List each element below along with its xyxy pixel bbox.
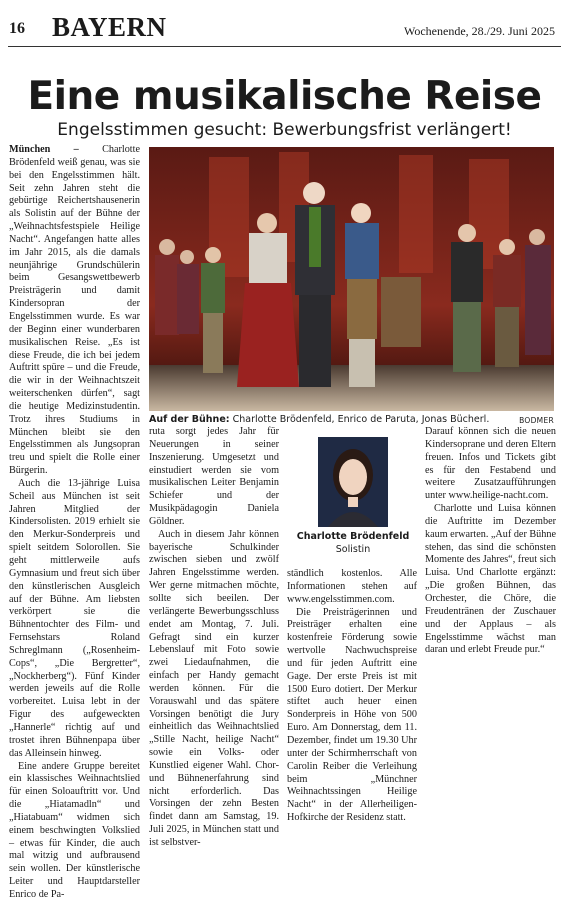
header-rule [8,46,561,47]
section-title: BAYERN [52,12,167,42]
page-number: 16 [9,20,25,37]
portrait-role: Solistin [335,544,371,555]
issue-date: Wochenende, 28./29. Juni 2025 [403,24,555,38]
paragraph: Eine andere Gruppe bereitet ein klassisches Weihnachtslied für einen Soloauftritt vor. Und die „Hiatamadln“ und „Hiatabuam“ widmen sich einem beschwingten Volkslied – etwas für Kinder, die auch mal witzig und aufbrausend sein wollen. Der künstlerische Leiter und Hauptdarsteller Enrico de Pa- [9,760,140,900]
paragraph [9,144,140,478]
article-column-2 [149,426,279,850]
paragraph: ruta sorgt jedes Jahr für Neuerungen in seiner Inszenierung. Umgesetzt und einstudiert werden sie vom musikalischen Leiter Benjamin Schiefer und der Musikpädagogin Daniela Göldner. [149,426,279,527]
paragraph: Auch in diesem Jahr können bayerische Schulkinder zwischen sieben und zwölf Jahren Engelsstimme werden. Wer gerne mitmachen möchte, sollte sich beeilen. Der verlängerte Bewerbungsschluss endet am Montag, 7. Juli. Gefragt sind ein kurzer Lebenslauf mit Foto sowie zwei Liedaufnahmen, die einfach per Handy gemacht werden können. Für die Vorauswahl und das spätere Vorsingen benötigt die Jury einheitlich das Weihnachtslied „Stille Nacht, heilige Nacht“ sowie ein Volks- oder Kunstlied eigener Wahl. Chor- und Bühnenerfahrung sind nicht erforderlich. Das Vorsingen der zehn Besten findet dann am Samstag, 19. Juli 2025, in München statt und ist selbstver- [149,528,279,848]
article-column-4 [425,426,556,657]
article-column-3 [287,568,417,825]
caption-text: Charlotte Brödenfeld, Enrico de Paruta, Jonas Bücherl. [229,414,490,425]
caption-label: Auf der Bühne: [149,414,230,425]
paragraph: Darauf können sich die neuen Kindersoprane und deren Eltern freuen. Infos und Tickets gibt es für den Festabend und weitere Zusatzaufführungen unter www.heilige-nacht.com. [425,426,556,502]
article-column-1 [9,144,140,902]
photo-caption [149,414,554,425]
stage-photo [149,147,554,411]
article-subheadline: Engelsstimmen gesucht: Bewerbungsfrist verlängert! [57,120,512,140]
portrait-name: Charlotte Brödenfeld [296,531,410,542]
portrait-photo [318,437,388,527]
paragraph: Auch die 13-jährige Luisa Scheil aus München ist seit Jahren Mitglied der Kindersolisten. 2019 erhielt sie den Merkur-Sonderpreis und spielt seitdem Solorollen. Sie geht mittlerweile aufs Gymnasium und freut sich über den künstlerischen Ausgleich auf der Bühne. Am liebsten verkörpert sie die Bühnentochter des Film- und Fernsehstars Roland Schreglmann („Rosenheim-Cops“, „Die Bergretter“, „Nockherberg“). Fünf Kinder werden jeweils auf die Rolle vorbereitet. Luisa lebt in der Figur des aufgeweckten „Hannerle“ richtig auf und trostet ihren Bühnenpapa über das Alleinsein hinweg. [9,477,140,759]
dateline: München – [9,144,79,155]
paragraph: Die Preisträgerinnen und Preisträger erhalten eine kostenfreie Förderung sowie wertvolle Nachwuchspreise und für jeden Auftritt eine Gage. Der erste Preis ist mit 1500 Euro dotiert. Der Merkur stiftet auch heuer einen Sonderpreis in Höhe von 500 Euro. Am Donnerstag, dem 11. Dezember, findet um 19.30 Uhr unter der Schirmherrschaft von Carolin Reiber die Verleihung beim „Münchner Weihnachtssingen Heilige Nacht“ in der Allerheiligen-Hofkirche der Residenz statt. [287,606,417,824]
article-headline: Eine musikalische Reise [27,74,542,119]
paragraph: Charlotte und Luisa können die Auftritte im Dezember kaum erwarten. „Auf der Bühne stehen, das sind die schönsten Momente des Jahres“, freut sich Luisa. Und Charlotte ergänzt: „Die großen Bühnen, das Orchester, die Chöre, die Freudentränen der Zuschauer und der Applaus – als Engelsstimme wächst man daran und erlebt Freude pur.“ [425,503,556,656]
paragraph-text: Charlotte Brödenfeld weiß genau, was sie bei den Engelsstimmen hält. Seit zehn Jahren steht die gebürtige Reichertshausenerin als Solistin auf der Bühne der „Weihnachtsfestspiele Heilige Nacht“. Angefangen hatte alles im Jahr 2015, als die damals neunjährige Grundschülerin beim Gesangswettbewerb Preisträgerin und damit Kindersopran der Engelsstimmen wurde. Es war der Beginn einer wunderbaren musikalischen Reise. „Es ist diese Freude, die ich bei jedem Auftritt spüre – und die Freude, die wir in der Weihnachtszeit weiterschenken dürfen“, sagt die heutige Medizinstudentin. Trotz ihres Studiums in München bleibt sie den Engelsstimmen als Jungsopran treu und spielt die Rolle einer Bürgerin. [9,144,140,477]
photo-credit: BODMER [519,416,554,425]
paragraph: ständlich kostenlos. Alle Informationen stehen auf www.engelsstimmen.com. [287,568,417,605]
